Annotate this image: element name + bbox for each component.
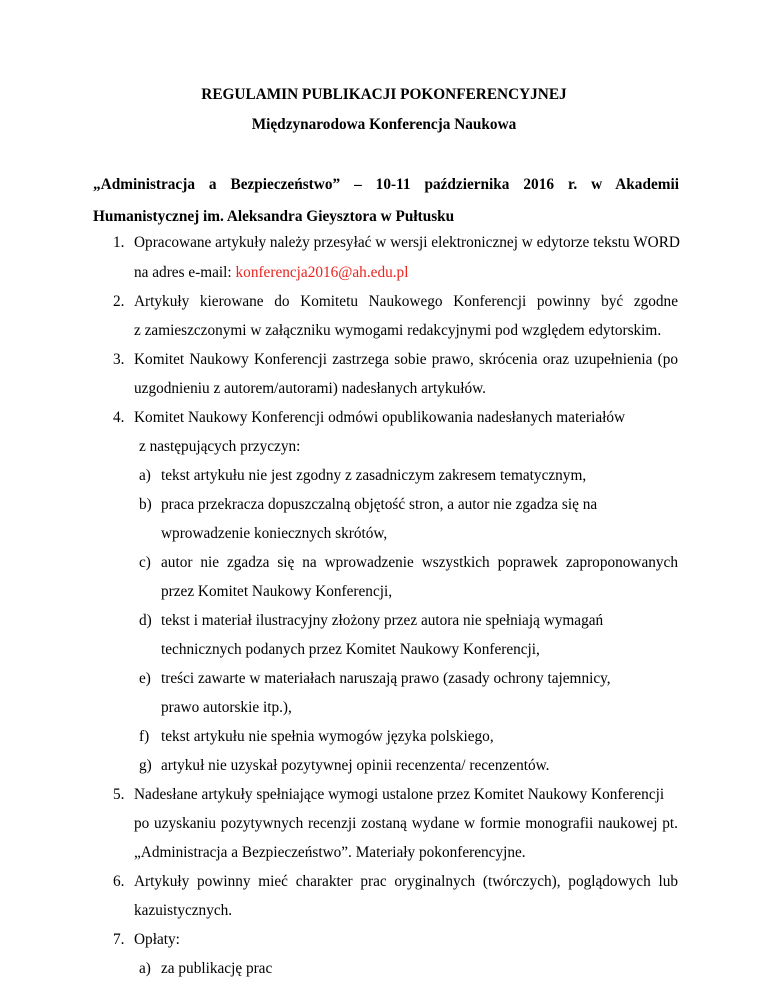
email-link[interactable]: konferencja2016@ah.edu.pl xyxy=(235,264,409,281)
sub-item-letter: d) xyxy=(139,612,152,629)
item-text: uzgodnieniu z autorem/autorami) nadesłanych artykułów. xyxy=(134,380,486,397)
item-text: Artykuły powinny mieć charakter prac oryginalnych (twórczych), poglądowych lub xyxy=(134,873,678,890)
sub-item-text: tekst artykułu nie jest zgodny z zasadniczym zakresem tematycznym, xyxy=(161,467,587,484)
sub-item-text: praca przekracza dopuszczalną objętość stron, a autor nie zgadza się na xyxy=(161,496,598,513)
item-text: po uzyskaniu pozytywnych recenzji zostaną wydane w formie monografii naukowej pt. xyxy=(134,815,678,832)
item-text: Nadesłane artykuły spełniające wymogi ustalone przez Komitet Naukowy Konferencji xyxy=(134,786,665,803)
item-number: 4. xyxy=(113,409,125,426)
sub-item-letter: a) xyxy=(139,467,151,484)
sub-item-text: tekst i materiał ilustracyjny złożony przez autora nie spełniają wymagań xyxy=(161,612,604,629)
sub-item-text: prawo autorskie itp.), xyxy=(161,699,292,716)
item-text: Komitet Naukowy Konferencji odmówi opublikowania nadesłanych materiałów xyxy=(134,409,626,426)
item-number: 7. xyxy=(113,931,125,948)
event-line-2: Humanistycznej im. Aleksandra Gieysztora w Pułtusku xyxy=(93,208,455,225)
sub-item-letter: g) xyxy=(139,757,152,774)
sub-item-letter: f) xyxy=(139,728,150,745)
sub-item-text: za publikację prac xyxy=(161,960,273,977)
item-number: 2. xyxy=(113,293,125,310)
email-prefix: na adres e-mail: xyxy=(134,264,236,281)
sub-item-letter: a) xyxy=(139,960,151,977)
item-text: z następujących przyczyn: xyxy=(139,438,301,455)
sub-item-letter: b) xyxy=(139,496,152,513)
item-number: 5. xyxy=(113,786,125,803)
item-text: kazuistycznych. xyxy=(134,902,233,919)
item-text: Komitet Naukowy Konferencji zastrzega sobie prawo, skrócenia oraz uzupełnienia (po xyxy=(134,351,678,368)
sub-item-text: tekst artykułu nie spełnia wymogów języka polskiego, xyxy=(161,728,494,745)
item-number: 3. xyxy=(113,351,125,368)
sub-item-letter: c) xyxy=(139,554,151,571)
item-text: Opłaty: xyxy=(134,931,180,948)
sub-item-letter: e) xyxy=(139,670,151,687)
item-number: 1. xyxy=(113,234,125,251)
item-number: 6. xyxy=(113,873,125,890)
sub-item-text: przez Komitet Naukowy Konferencji, xyxy=(161,583,393,600)
document-subtitle: Międzynarodowa Konferencja Naukowa xyxy=(251,116,517,133)
document-title: REGULAMIN PUBLIKACJI POKONFERENCYJNEJ xyxy=(201,86,567,103)
item-text: „Administracja a Bezpieczeństwo”. Materiały pokonferencyjne. xyxy=(134,844,526,861)
item-text: z zamieszczonymi w załączniku wymogami redakcyjnymi pod względem edytorskim. xyxy=(134,322,662,339)
item-text: Opracowane artykuły należy przesyłać w wersji elektronicznej w edytorze tekstu WORD xyxy=(134,234,680,251)
sub-item-text: artykuł nie uzyskał pozytywnej opinii recenzenta/ recenzentów. xyxy=(161,757,550,774)
sub-item-text: treści zawarte w materiałach naruszają prawo (zasady ochrony tajemnicy, xyxy=(161,670,611,687)
sub-item-text: autor nie zgadza się na wprowadzenie wszystkich poprawek zaproponowanych xyxy=(161,554,678,571)
sub-item-text: technicznych podanych przez Komitet Naukowy Konferencji, xyxy=(161,641,540,658)
item-text xyxy=(134,264,408,282)
event-line-1: „Administracja a Bezpieczeństwo” – 10-11 października 2016 r. w Akademii xyxy=(93,176,679,193)
item-text: Artykuły kierowane do Komitetu Naukowego Konferencji powinny być zgodne xyxy=(134,293,678,310)
sub-item-text: wprowadzenie koniecznych skrótów, xyxy=(161,525,388,542)
